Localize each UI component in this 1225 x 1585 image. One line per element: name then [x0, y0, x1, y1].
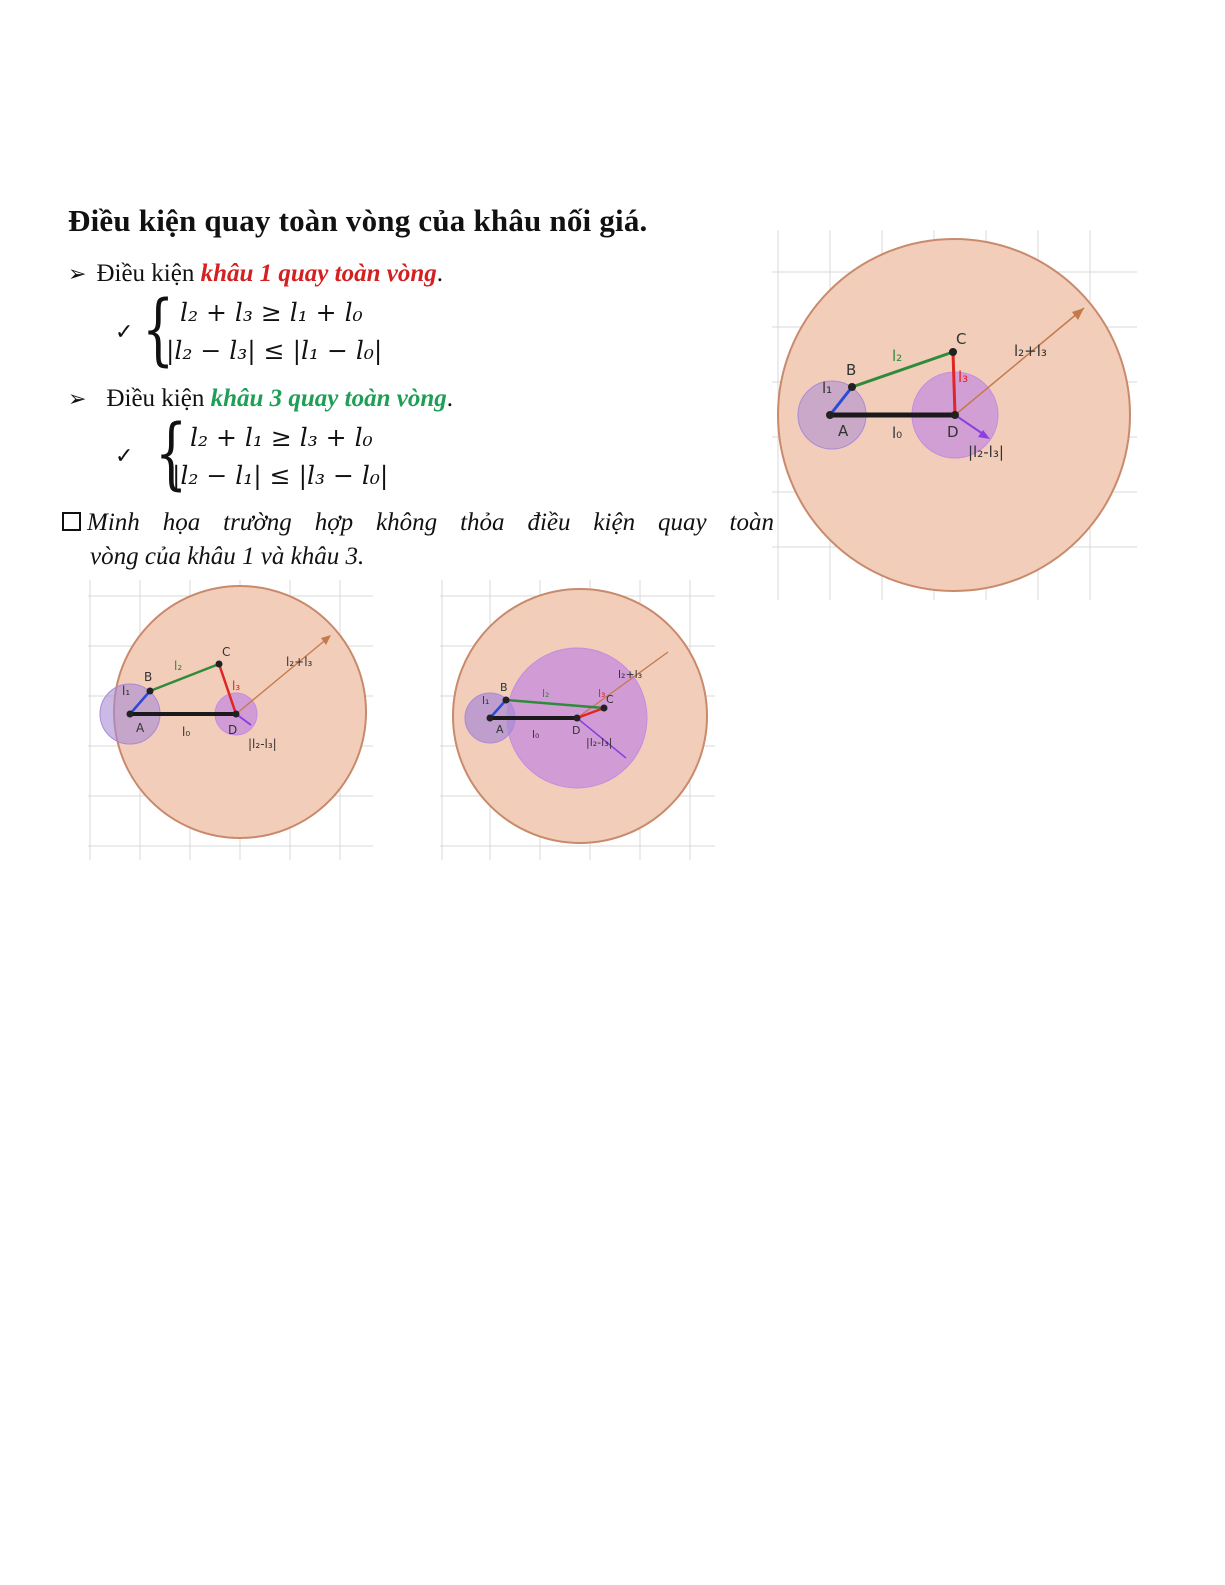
joint-c: [216, 661, 223, 668]
caption-line-1: Minh họa trường hợp không thỏa điều kiện quay toàn: [87, 509, 774, 536]
equation-2b: |l₂ − l₁| ≤ |l₃ − l₀|: [172, 461, 389, 490]
figure-caption: [62, 506, 774, 574]
label-b: B: [846, 361, 857, 379]
caption-line-2: vòng của khâu 1 và khâu 3.: [90, 543, 365, 570]
label-diff: |l₂-l₃|: [248, 737, 277, 751]
label-c: C: [606, 693, 614, 706]
joint-d: [574, 715, 581, 722]
joint-b: [503, 697, 510, 704]
label-l3: l₃: [958, 368, 969, 386]
condition-suffix: .: [446, 385, 453, 412]
label-l3: l₃: [598, 687, 606, 700]
condition-prefix: Điều kiện: [96, 260, 201, 287]
label-l1: l₁: [822, 379, 833, 397]
equation-1a: l₂ + l₃ ≥ l₁ + l₀: [180, 298, 363, 327]
condition-prefix: Điều kiện: [106, 385, 211, 412]
label-sum: l₂+l₃: [1014, 342, 1047, 360]
check-icon: ✓: [115, 320, 134, 345]
arrow-bullet-icon: ➢: [68, 386, 87, 411]
label-l3: l₃: [232, 679, 241, 693]
page-title: Điều kiện quay toàn vòng của khâu nối giá.: [68, 203, 648, 238]
label-d: D: [947, 423, 959, 441]
joint-b: [848, 383, 856, 391]
equation-1b: |l₂ − l₃| ≤ |l₁ − l₀|: [166, 336, 383, 365]
condition-highlight: khâu 1 quay toàn vòng: [200, 260, 437, 287]
joint-c: [949, 348, 957, 356]
mechanism-figure-right: [440, 580, 715, 860]
label-l0: l₀: [892, 424, 903, 442]
joint-a: [826, 411, 834, 419]
label-c: C: [956, 330, 967, 348]
label-l2: l₂: [174, 659, 183, 673]
check-icon: ✓: [115, 444, 134, 469]
label-a: A: [136, 721, 145, 735]
label-a: A: [496, 723, 504, 736]
condition-link3-heading: [68, 385, 453, 413]
label-l1: l₁: [122, 684, 131, 698]
label-d: D: [572, 724, 581, 737]
joint-d: [951, 411, 959, 419]
brace-icon: {: [142, 285, 175, 375]
label-l0: l₀: [182, 725, 191, 739]
condition-highlight: khâu 3 quay toàn vòng: [210, 385, 447, 412]
label-diff: |l₂-l₃|: [968, 443, 1004, 461]
label-a: A: [838, 422, 849, 440]
label-sum: l₂+l₃: [286, 655, 313, 669]
label-b: B: [144, 670, 153, 684]
label-sum: l₂+l₃: [618, 668, 643, 681]
label-c: C: [222, 645, 231, 659]
link-l3: [953, 352, 955, 415]
label-l2: l₂: [892, 347, 903, 365]
equation-2a: l₂ + l₁ ≥ l₃ + l₀: [190, 423, 373, 452]
joint-a: [127, 711, 134, 718]
checkbox-square-icon: [62, 512, 81, 531]
joint-d: [233, 711, 240, 718]
condition-suffix: .: [436, 260, 443, 287]
condition-link1-heading: [68, 260, 443, 288]
label-l2: l₂: [542, 687, 550, 700]
label-b: B: [500, 681, 508, 694]
brace-icon: {: [155, 409, 188, 499]
mechanism-figure-left: [88, 580, 373, 860]
mechanism-figure-main: [772, 230, 1137, 600]
label-diff: |l₂-l₃|: [586, 736, 613, 749]
arrow-bullet-icon: ➢: [68, 261, 87, 286]
joint-b: [147, 688, 154, 695]
label-l0: l₀: [532, 728, 540, 741]
joint-a: [487, 715, 494, 722]
label-l1: l₁: [482, 694, 490, 707]
label-d: D: [228, 723, 238, 737]
